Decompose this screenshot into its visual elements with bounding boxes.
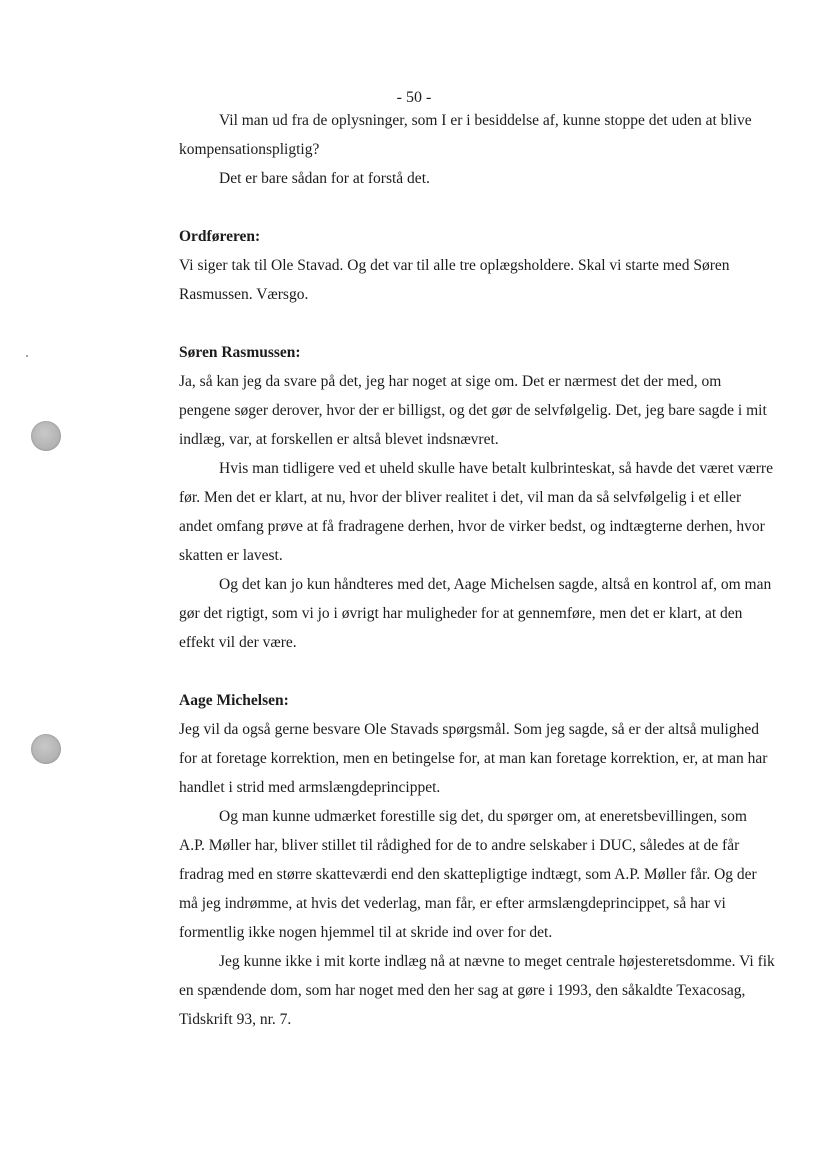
paragraph: Det er bare sådan for at forstå det. bbox=[219, 170, 430, 187]
paragraph: Og man kunne udmærket forestille sig det, du spørger om, at eneretsbevillingen, som A.P. Møller har, bliver stillet til rådighed for de to andre selskaber i DUC, således at de får fradrag med en større skatteværdi end den skattepligtige indtægt, som A.P. Møller får. Og der må jeg indrømme, at hvis det vederlag, man får, er efter armslængdeprincippet, så har vi formentlig ikke nogen hjemmel til at skride ind over for det. bbox=[179, 808, 757, 941]
section-gap bbox=[179, 193, 775, 222]
paragraph: Ja, så kan jeg da svare på det, jeg har noget at sige om. Det er nærmest det der med, om pengene søger derover, hvor der er billigst, og det gør de selvfølgelig. Det, jeg bare sagde i mit indlæg, var, at forskellen er altså blevet indsnævret. bbox=[179, 373, 767, 448]
scan-speck bbox=[26, 355, 28, 357]
section-gap bbox=[179, 657, 775, 686]
paragraph: Vil man ud fra de oplysninger, som I er i besiddelse af, kunne stoppe det uden at blive kompensationspligtig? bbox=[179, 112, 752, 158]
speaker-heading: Søren Rasmussen: bbox=[179, 344, 301, 361]
section-gap bbox=[179, 309, 775, 338]
paragraph: Hvis man tidligere ved et uheld skulle have betalt kulbrinteskat, så havde det været værre før. Men det er klart, at nu, hvor der bliver realitet i det, vil man da så selvfølgelig i et eller andet omfang prøve at få fradragene derhen, hvor de virker bedst, og indtægterne derhen, hvor skatten er lavest. bbox=[179, 460, 773, 564]
punch-hole-lower bbox=[31, 734, 61, 764]
page-number: - 50 - bbox=[396, 89, 432, 106]
paragraph: Jeg vil da også gerne besvare Ole Stavads spørgsmål. Som jeg sagde, så er der altså mulighed for at foretage korrektion, men en betingelse for, at man kan foretage korrektion, er, at man har handlet i strid med armslængdeprincippet. bbox=[179, 721, 768, 796]
speaker-heading: Aage Michelsen: bbox=[179, 692, 289, 709]
speaker-heading: Ordføreren: bbox=[179, 228, 261, 245]
paragraph: Og det kan jo kun håndteres med det, Aage Michelsen sagde, altså en kontrol af, om man gør det rigtigt, som vi jo i øvrigt har muligheder for at gennemføre, men det er klart, at den effekt vil der være. bbox=[179, 576, 772, 651]
punch-hole-upper bbox=[31, 421, 61, 451]
paragraph: Jeg kunne ikke i mit korte indlæg nå at nævne to meget centrale højesteretsdomme. Vi fik en spændende dom, som har noget med den her sag at gøre i 1993, den såkaldte Texacosag, Tidskrift 93, nr. 7. bbox=[179, 953, 775, 1028]
paragraph: Vi siger tak til Ole Stavad. Og det var til alle tre oplægsholdere. Skal vi starte med Søren Rasmussen. Værsgo. bbox=[179, 257, 730, 303]
transcript-body bbox=[179, 106, 775, 1034]
